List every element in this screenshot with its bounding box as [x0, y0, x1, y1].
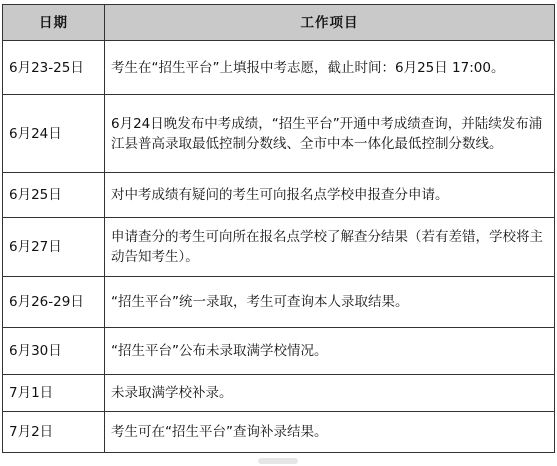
row-date: 6月23-25日 [3, 41, 105, 95]
header-work-item: 工作项目 [105, 5, 555, 41]
row-work-item: 6月24日晚发布中考成绩，“招生平台”开通中考成绩查询，并陆续发布浦江县普高录取最低控制分数线、全市中本一体化最低控制分数线。 [105, 95, 555, 173]
enrollment-schedule-table [2, 4, 555, 453]
table-row [3, 95, 555, 173]
row-date: 6月30日 [3, 328, 105, 375]
table-row [3, 375, 555, 412]
table-row [3, 173, 555, 218]
page-bottom-mark [258, 458, 298, 464]
table-row [3, 218, 555, 277]
table-body [3, 41, 555, 453]
table-row [3, 412, 555, 453]
row-date: 7月1日 [3, 375, 105, 412]
row-date: 6月26-29日 [3, 277, 105, 328]
row-work-item: “招生平台”公布未录取满学校情况。 [105, 328, 555, 375]
row-date: 6月24日 [3, 95, 105, 173]
row-date: 6月25日 [3, 173, 105, 218]
table-row [3, 41, 555, 95]
table-row [3, 328, 555, 375]
header-row [3, 5, 555, 41]
row-work-item: 对中考成绩有疑问的考生可向报名点学校申报查分申请。 [105, 173, 555, 218]
row-work-item: 考生可在“招生平台”查询补录结果。 [105, 412, 555, 453]
row-work-item: 未录取满学校补录。 [105, 375, 555, 412]
table-row [3, 277, 555, 328]
header-date: 日期 [3, 5, 105, 41]
row-date: 7月2日 [3, 412, 105, 453]
row-work-item: 考生在“招生平台”上填报中考志愿，截止时间：6月25日 17:00。 [105, 41, 555, 95]
row-work-item: “招生平台”统一录取，考生可查询本人录取结果。 [105, 277, 555, 328]
row-date: 6月27日 [3, 218, 105, 277]
table-header [3, 5, 555, 41]
row-work-item: 申请查分的考生可向所在报名点学校了解查分结果（若有差错，学校将主动告知考生）。 [105, 218, 555, 277]
